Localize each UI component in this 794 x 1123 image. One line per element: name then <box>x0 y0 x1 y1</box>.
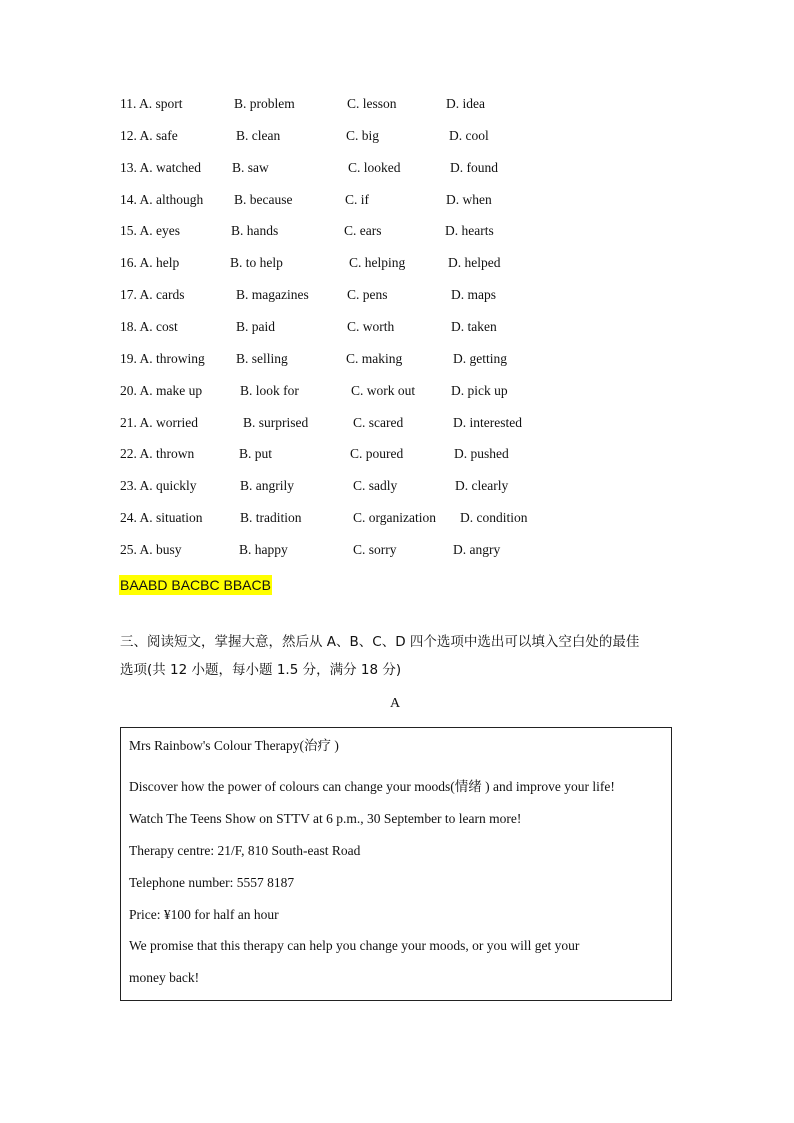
option-c: C. big <box>346 128 380 143</box>
option-c: C. looked <box>348 160 401 175</box>
ad-line: Discover how the power of colours can change your moods(情绪 ) and improve your life! <box>129 779 615 794</box>
option-a: 16. A. help <box>120 255 180 270</box>
option-b: B. problem <box>234 96 295 111</box>
option-c: C. sorry <box>353 542 397 557</box>
answer-key-highlight: BAABD BACBC BBACB <box>120 577 271 593</box>
option-d: D. pushed <box>454 446 509 461</box>
option-c: C. ears <box>344 223 382 238</box>
option-a: 17. A. cards <box>120 287 185 302</box>
option-c: C. making <box>346 351 403 366</box>
question-row <box>120 415 680 435</box>
option-d: D. pick up <box>451 383 508 398</box>
option-d: D. idea <box>446 96 485 111</box>
question-row <box>120 128 680 148</box>
option-a: 18. A. cost <box>120 319 178 334</box>
question-row <box>120 351 680 371</box>
option-d: D. getting <box>453 351 507 366</box>
option-c: C. worth <box>347 319 395 334</box>
option-b: B. surprised <box>243 415 309 430</box>
question-row <box>120 383 680 403</box>
question-row <box>120 542 680 562</box>
passage-label: A <box>390 696 401 711</box>
question-row <box>120 287 680 307</box>
section-instructions-line1: 三、阅读短文，掌握大意，然后从 A、B、C、D 四个选项中选出可以填入空白处的最佳 <box>120 634 640 650</box>
question-row <box>120 192 680 212</box>
option-a: 24. A. situation <box>120 510 203 525</box>
option-b: B. hands <box>231 223 279 238</box>
option-c: C. lesson <box>347 96 397 111</box>
option-b: B. angrily <box>240 478 294 493</box>
option-d: D. condition <box>460 510 528 525</box>
section-instructions-line2: 选项(共 12 小题，每小题 1.5 分，满分 18 分) <box>120 662 402 678</box>
option-b: B. look for <box>240 383 299 398</box>
option-a: 13. A. watched <box>120 160 201 175</box>
option-c: C. pens <box>347 287 388 302</box>
option-b: B. because <box>234 192 293 207</box>
option-c: C. organization <box>353 510 436 525</box>
option-a: 25. A. busy <box>120 542 182 557</box>
option-c: C. if <box>345 192 370 207</box>
option-a: 21. A. worried <box>120 415 198 430</box>
option-c: C. helping <box>349 255 406 270</box>
option-c: C. work out <box>351 383 416 398</box>
question-row <box>120 510 680 530</box>
option-d: D. hearts <box>445 223 494 238</box>
question-row <box>120 96 680 116</box>
option-a: 14. A. although <box>120 192 204 207</box>
option-b: B. magazines <box>236 287 309 302</box>
option-b: B. clean <box>236 128 281 143</box>
option-a: 19. A. throwing <box>120 351 205 366</box>
option-b: B. saw <box>232 160 269 175</box>
advertisement-box <box>120 727 672 1001</box>
option-a: 12. A. safe <box>120 128 178 143</box>
option-c: C. sadly <box>353 478 398 493</box>
option-b: B. paid <box>236 319 275 334</box>
question-row <box>120 319 680 339</box>
ad-address: Therapy centre: 21/F, 810 South-east Road <box>129 843 361 858</box>
option-d: D. maps <box>451 287 496 302</box>
option-a: 11. A. sport <box>120 96 183 111</box>
ad-line: We promise that this therapy can help you change your moods, or you will get your <box>129 938 580 953</box>
option-a: 23. A. quickly <box>120 478 197 493</box>
question-row <box>120 255 680 275</box>
option-b: B. selling <box>236 351 288 366</box>
question-row <box>120 160 680 180</box>
option-d: D. helped <box>448 255 501 270</box>
ad-price: Price: ¥100 for half an hour <box>129 907 279 922</box>
ad-line: Watch The Teens Show on STTV at 6 p.m., 30 September to learn more! <box>129 811 522 826</box>
ad-title: Mrs Rainbow's Colour Therapy(治疗 ) <box>129 738 339 753</box>
question-row <box>120 223 680 243</box>
option-d: D. cool <box>449 128 489 143</box>
ad-telephone: Telephone number: 5557 8187 <box>129 875 295 890</box>
option-d: D. when <box>446 192 492 207</box>
option-d: D. found <box>450 160 498 175</box>
option-b: B. put <box>239 446 273 461</box>
question-row <box>120 446 680 466</box>
option-c: C. poured <box>350 446 404 461</box>
option-d: D. interested <box>453 415 522 430</box>
option-b: B. happy <box>239 542 288 557</box>
ad-line: money back! <box>129 970 200 985</box>
option-d: D. angry <box>453 542 501 557</box>
question-row <box>120 478 680 498</box>
option-c: C. scared <box>353 415 404 430</box>
option-b: B. tradition <box>240 510 302 525</box>
option-d: D. taken <box>451 319 497 334</box>
option-a: 22. A. thrown <box>120 446 195 461</box>
option-a: 15. A. eyes <box>120 223 180 238</box>
option-d: D. clearly <box>455 478 509 493</box>
option-a: 20. A. make up <box>120 383 203 398</box>
option-b: B. to help <box>230 255 283 270</box>
